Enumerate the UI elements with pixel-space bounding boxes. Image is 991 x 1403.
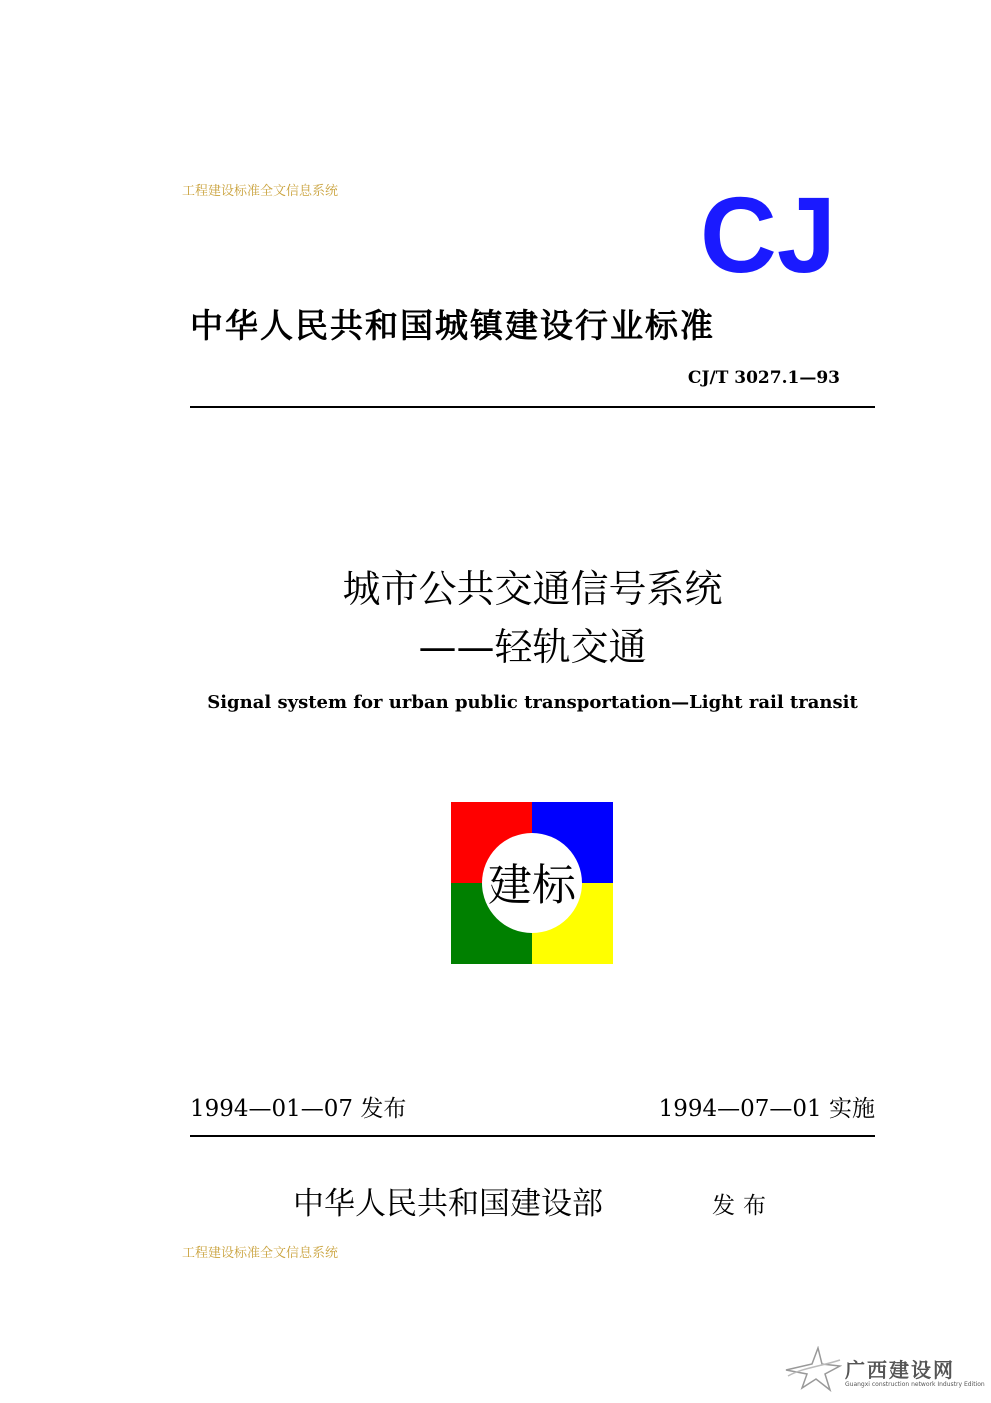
emblem-text: 建标 xyxy=(488,860,576,911)
cj-logo xyxy=(698,190,838,276)
publisher-name: 中华人民共和国建设部 xyxy=(293,1186,603,1222)
site-logo-name: 广西建设网 xyxy=(845,1358,955,1382)
implement-date: 1994—07—01 实施 xyxy=(658,1096,875,1122)
standard-category-title: 中华人民共和国城镇建设行业标准 xyxy=(190,306,715,345)
standard-code: CJ/T 3027.1—93 xyxy=(687,368,840,388)
publisher-action: 发布 xyxy=(712,1193,774,1219)
divider-top xyxy=(190,406,875,408)
watermark-top: 工程建设标准全文信息系统 xyxy=(182,184,339,199)
cj-logo-text: CJ xyxy=(700,190,836,276)
divider-bottom xyxy=(190,1135,875,1137)
site-logo-subtitle: Guangxi construction network Industry Edition xyxy=(845,1381,985,1388)
document-title-english: Signal system for urban public transportation—Light rail transit xyxy=(207,692,858,713)
star-icon xyxy=(782,1346,842,1392)
watermark-bottom: 工程建设标准全文信息系统 xyxy=(182,1246,339,1261)
issue-date: 1994—01—07 发布 xyxy=(190,1096,407,1122)
document-title-line2: ——轻轨交通 xyxy=(418,625,647,669)
document-title-line1: 城市公共交通信号系统 xyxy=(342,567,723,611)
jianbiao-emblem xyxy=(451,802,613,964)
